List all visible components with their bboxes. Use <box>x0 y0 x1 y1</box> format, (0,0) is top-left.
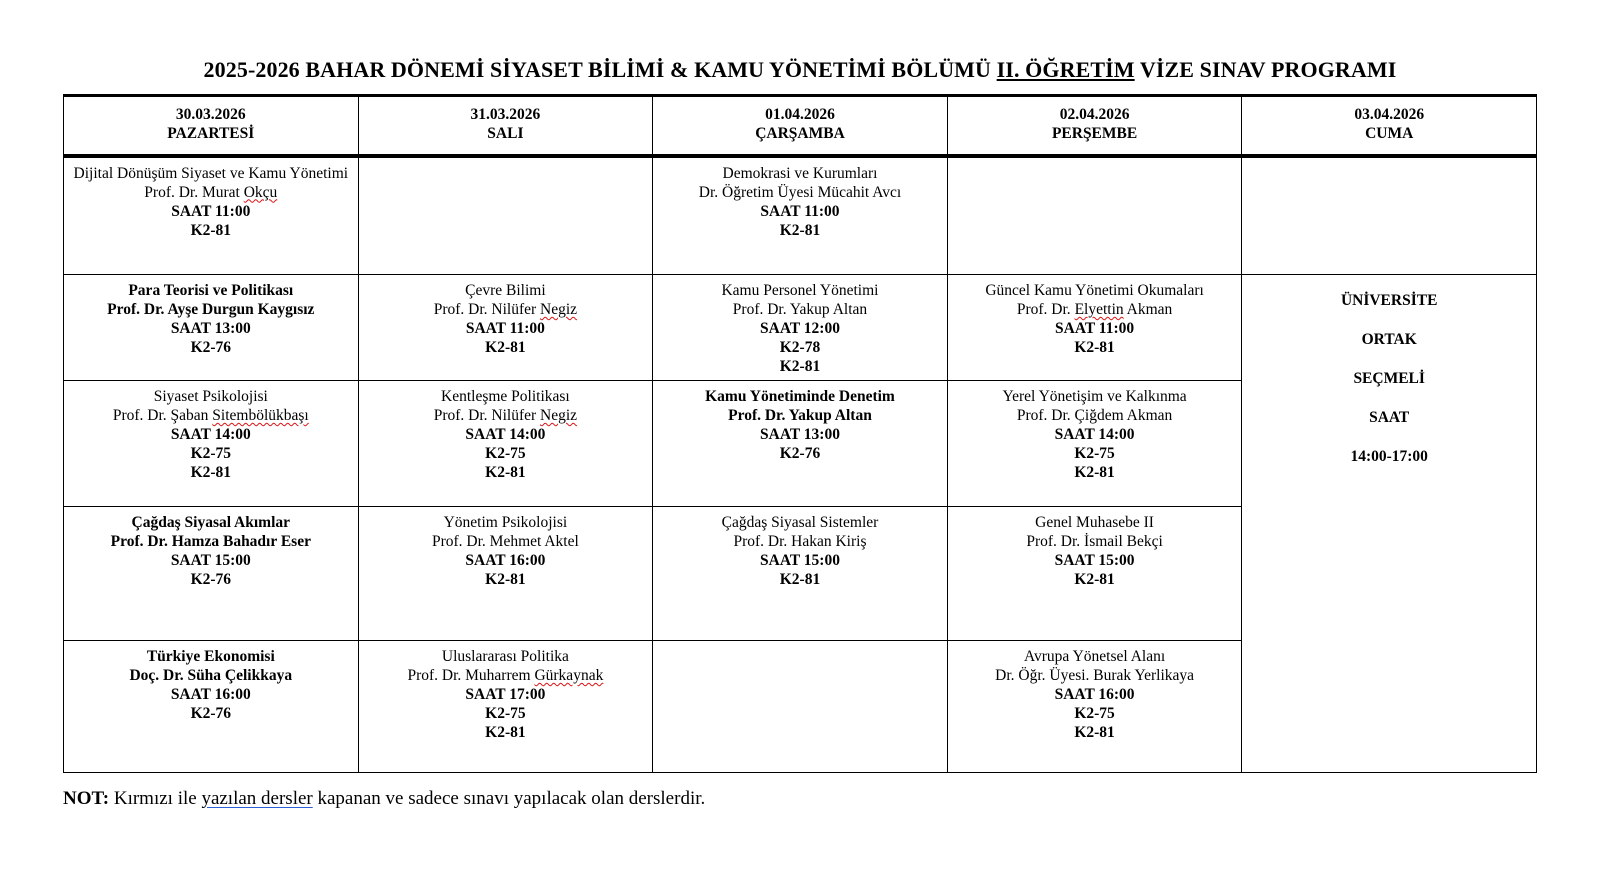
exam-cell <box>64 381 359 507</box>
instructor: Prof. Dr. Yakup Altan <box>732 301 868 318</box>
exam-room: K2-75 <box>485 445 526 462</box>
instructor: Prof. Dr. Yakup Altan <box>728 407 872 424</box>
instructor: Prof. Dr. Nilüfer Negiz <box>433 407 578 424</box>
exam-room: K2-76 <box>190 339 232 356</box>
exam-cell <box>653 507 948 641</box>
exam-room: K2-76 <box>190 705 232 722</box>
exam-room: K2-75 <box>1074 445 1115 462</box>
exam-cell <box>947 641 1242 773</box>
day-header-tuesday: 31.03.2026 SALI <box>358 96 653 156</box>
footnote: NOT: Kırmızı ile yazılan dersler kapanan ve sadece sınavı yapılacak olan derslerdir. <box>63 788 706 809</box>
exam-time: SAAT 15:00 <box>170 552 251 569</box>
exam-time: SAAT 14:00 <box>465 426 546 443</box>
course-name: Avrupa Yönetsel Alanı <box>1023 648 1166 665</box>
exam-room: K2-81 <box>485 339 526 356</box>
table-row <box>64 156 1537 275</box>
exam-cell <box>653 156 948 275</box>
exam-time: SAAT 15:00 <box>760 552 840 569</box>
exam-room: K2-76 <box>190 571 232 588</box>
instructor: Prof. Dr. Şaban Sitembölükbaşı <box>112 407 309 424</box>
exam-cell <box>947 507 1242 641</box>
exam-room: K2-81 <box>1074 571 1115 588</box>
exam-time: SAAT 14:00 <box>1054 426 1135 443</box>
empty-cell <box>653 641 948 773</box>
course-name: Yerel Yönetişim ve Kalkınma <box>1002 388 1187 405</box>
exam-room: K2-81 <box>1074 339 1115 356</box>
header-row <box>64 96 1537 156</box>
instructor: Prof. Dr. Hamza Bahadır Eser <box>110 533 311 550</box>
exam-time: SAAT 17:00 <box>465 686 546 703</box>
course-name: Kentleşme Politikası <box>441 388 570 405</box>
exam-room: K2-81 <box>485 571 526 588</box>
instructor: Prof. Dr. Mehmet Aktel <box>431 533 579 550</box>
exam-cell <box>653 381 948 507</box>
exam-room: K2-81 <box>190 464 232 481</box>
university-elective-block: ÜNİVERSİTE ORTAK SEÇMELİ SAAT 14:00-17:00 <box>1242 275 1537 773</box>
exam-room: K2-81 <box>1074 464 1115 481</box>
instructor: Doç. Dr. Süha Çelikkaya <box>129 667 293 684</box>
exam-time: SAAT 11:00 <box>760 202 840 220</box>
exam-cell <box>358 507 653 641</box>
exam-time: SAAT 13:00 <box>170 320 251 337</box>
exam-cell <box>947 381 1242 507</box>
exam-time: SAAT 14:00 <box>170 426 251 443</box>
title-underlined: II. ÖĞRETİM <box>996 56 1135 82</box>
exam-time: SAAT 12:00 <box>760 320 840 337</box>
exam-cell <box>653 275 948 381</box>
table-row <box>64 275 1537 381</box>
instructor: Prof. Dr. Elyettin Akman <box>1016 301 1173 318</box>
exam-schedule-table <box>63 94 1537 773</box>
note-label: NOT: <box>63 788 110 809</box>
instructor: Prof. Dr. Çiğdem Akman <box>1016 407 1173 424</box>
course-name: Siyaset Psikolojisi <box>153 388 268 405</box>
page-title: 2025-2026 BAHAR DÖNEMİ SİYASET BİLİMİ & KAMU YÖNETİMİ BÖLÜMÜ II. ÖĞRETİM VİZE SINAV PROGRAMI <box>203 56 1397 82</box>
empty-cell <box>947 156 1242 275</box>
exam-room: K2-81 <box>485 464 526 481</box>
day-header-monday: 30.03.2026 PAZARTESİ <box>64 96 359 156</box>
exam-cell <box>64 641 359 773</box>
course-name: Dijital Dönüşüm Siyaset ve Kamu Yönetimi <box>73 164 349 182</box>
course-name: Türkiye Ekonomisi <box>146 648 275 665</box>
day-header-thursday: 02.04.2026 PERŞEMBE <box>947 96 1242 156</box>
exam-time: SAAT 11:00 <box>465 320 545 337</box>
instructor: Prof. Dr. Hakan Kiriş <box>733 533 867 550</box>
course-name: Demokrasi ve Kurumları <box>722 164 878 182</box>
course-name: Kamu Yönetiminde Denetim <box>705 388 895 405</box>
exam-room: K2-81 <box>779 571 821 588</box>
instructor: Prof. Dr. Nilüfer Negiz <box>433 301 578 318</box>
exam-time: SAAT 11:00 <box>171 202 251 220</box>
course-name: Çevre Bilimi <box>465 282 546 299</box>
course-name: Güncel Kamu Yönetimi Okumaları <box>985 282 1204 299</box>
exam-room: K2-76 <box>779 445 821 462</box>
instructor: Prof. Dr. Muharrem Gürkaynak <box>407 667 604 684</box>
course-name: Çağdaş Siyasal Akımlar <box>131 514 291 531</box>
empty-cell <box>1242 156 1537 275</box>
exam-room: K2-75 <box>485 705 526 722</box>
course-name: Çağdaş Siyasal Sistemler <box>721 514 879 531</box>
exam-cell <box>358 275 653 381</box>
instructor: Prof. Dr. Ayşe Durgun Kaygısız <box>107 301 315 318</box>
course-name: Para Teorisi ve Politikası <box>128 282 294 299</box>
course-name: Kamu Personel Yönetimi <box>721 282 879 299</box>
exam-cell <box>358 381 653 507</box>
exam-time: SAAT 16:00 <box>1054 686 1135 703</box>
exam-room: K2-78 <box>779 339 821 356</box>
exam-cell <box>358 641 653 773</box>
exam-room: K2-81 <box>779 358 821 375</box>
instructor: Prof. Dr. Murat Okçu <box>144 183 278 201</box>
exam-cell <box>64 156 359 275</box>
empty-cell <box>358 156 653 275</box>
course-name: Uluslararası Politika <box>441 648 569 665</box>
course-name: Yönetim Psikolojisi <box>443 514 568 531</box>
exam-time: SAAT 13:00 <box>760 426 840 443</box>
exam-time: SAAT 16:00 <box>170 686 251 703</box>
day-header-wednesday: 01.04.2026 ÇARŞAMBA <box>653 96 948 156</box>
exam-room: K2-81 <box>1074 724 1115 741</box>
exam-room: K2-75 <box>190 445 232 462</box>
note-hyperlink[interactable]: yazılan dersler <box>201 788 313 809</box>
exam-time: SAAT 15:00 <box>1054 552 1135 569</box>
day-header-friday: 03.04.2026 CUMA <box>1242 96 1537 156</box>
exam-time: SAAT 11:00 <box>1055 320 1135 337</box>
instructor: Dr. Öğretim Üyesi Mücahit Avcı <box>698 183 902 201</box>
exam-room: K2-75 <box>1074 705 1115 722</box>
exam-cell <box>64 275 359 381</box>
exam-room: K2-81 <box>190 221 232 239</box>
exam-room: K2-81 <box>485 724 526 741</box>
instructor: Prof. Dr. İsmail Bekçi <box>1026 533 1163 550</box>
exam-cell <box>947 275 1242 381</box>
instructor: Dr. Öğr. Üyesi. Burak Yerlikaya <box>995 667 1195 684</box>
course-name: Genel Muhasebe II <box>1035 514 1154 531</box>
exam-time: SAAT 16:00 <box>465 552 546 569</box>
exam-cell <box>64 507 359 641</box>
exam-room: K2-81 <box>779 221 821 239</box>
